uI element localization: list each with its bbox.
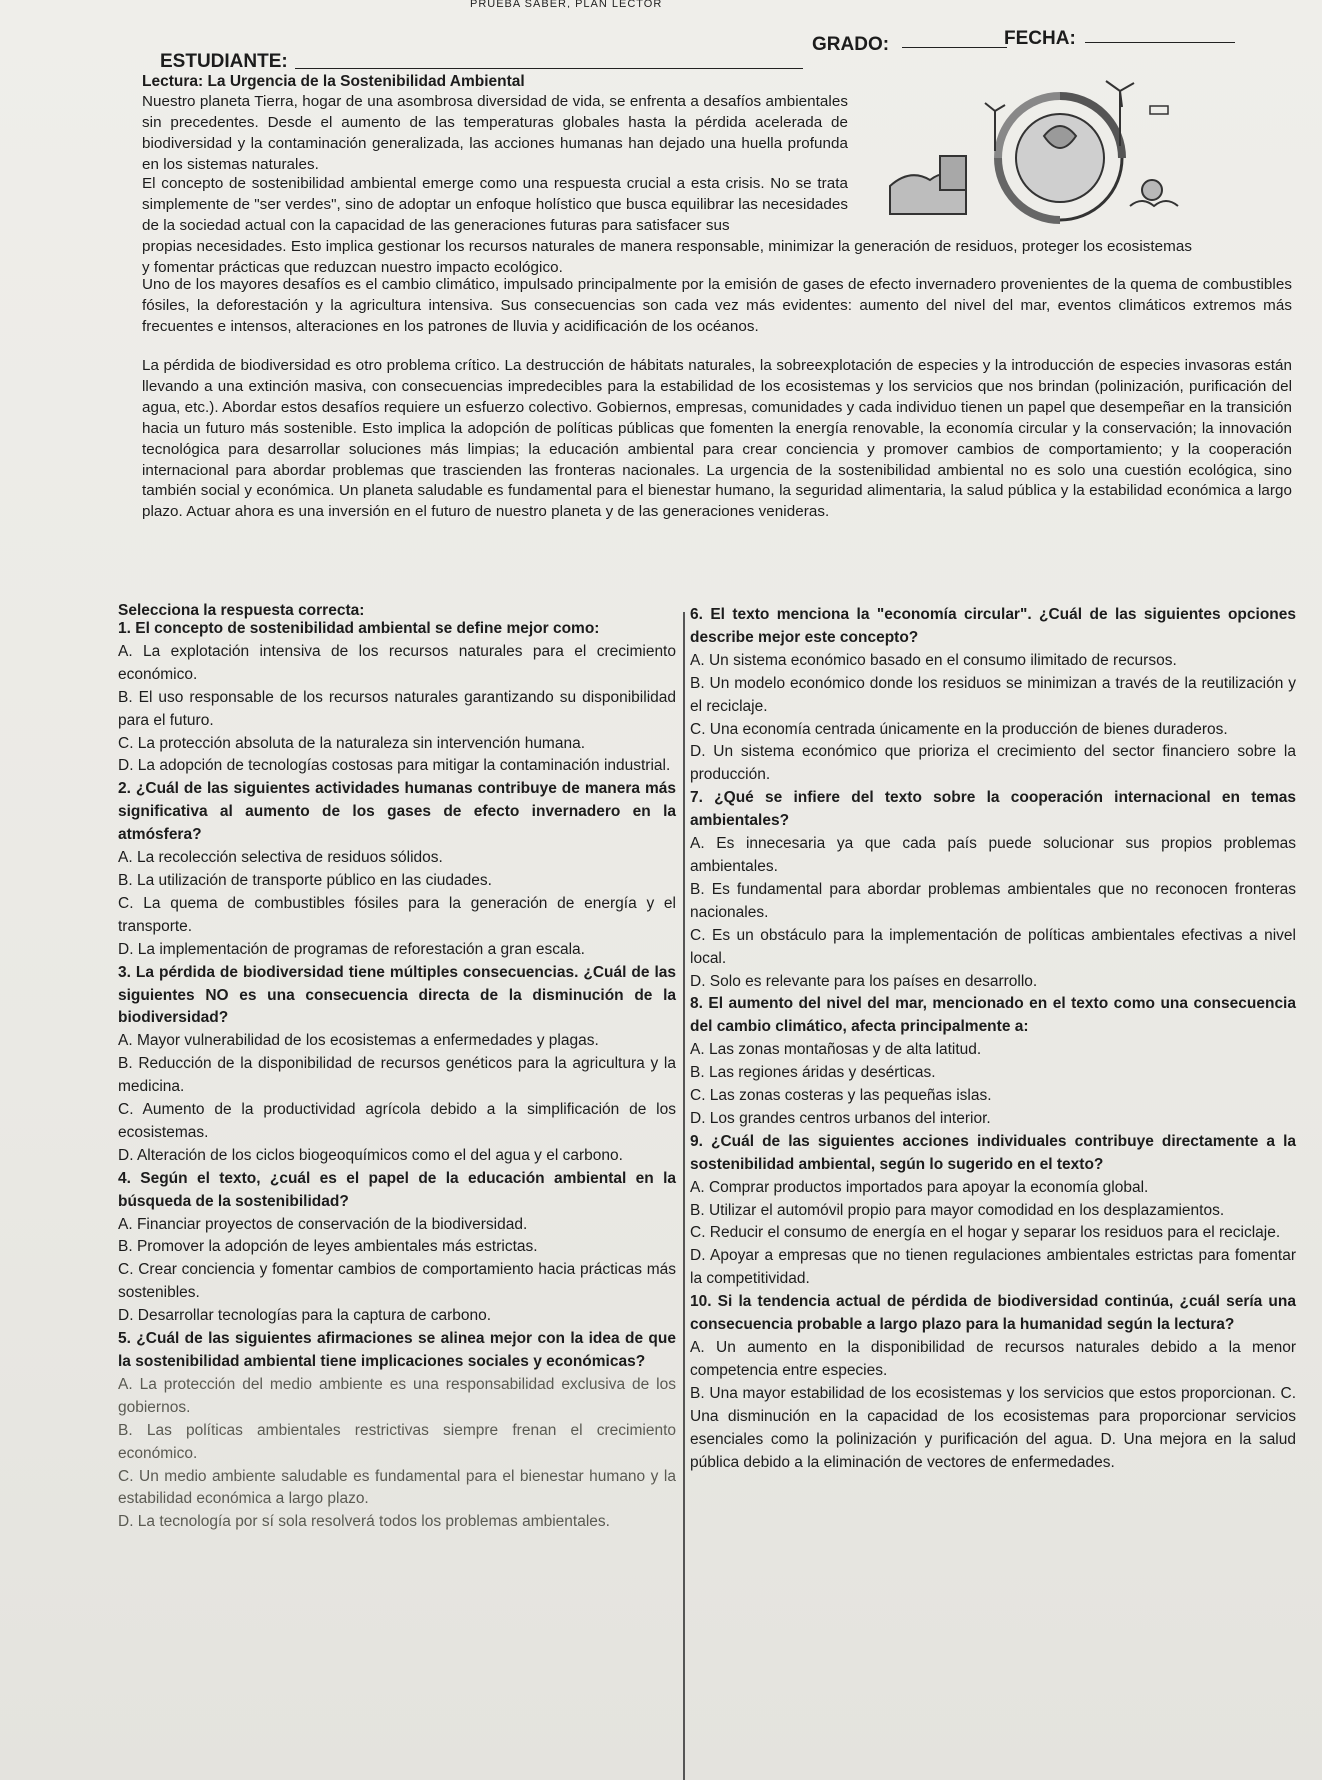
option-a[interactable]: A. La explotación intensiva de los recursos naturales para el crecimiento económico. bbox=[118, 642, 676, 683]
question-6 bbox=[690, 604, 1296, 787]
option-a[interactable]: A. Un sistema económico basado en el consumo ilimitado de recursos. bbox=[690, 651, 1177, 669]
instructions-title: Selecciona la respuesta correcta: bbox=[118, 602, 365, 619]
question-text: 2. ¿Cuál de las siguientes actividades humanas contribuye de manera más significativa al aumento de los gases de efecto invernadero en la atmósfera? bbox=[118, 780, 676, 844]
question-8 bbox=[690, 993, 1296, 1130]
reading-paragraph-4: Uno de los mayores desafíos es el cambio climático, impulsado principalmente por la emisión de gases de efecto invernadero provenientes de la quema de combustibles fósiles, la deforestación y la agricultura intensiva. Sus consecuencias son cada vez más evidentes: aumento del nivel del mar, eventos climáticos extremos más frecuentes e intensos, alteraciones en los patrones de lluvia y acidificación de los océanos. bbox=[142, 276, 1292, 335]
option-c[interactable]: C. Una economía centrada únicamente en la producción de bienes duraderos. bbox=[690, 720, 1228, 738]
option-c[interactable]: C. Reducir el consumo de energía en el hogar y separar los residuos para el reciclaje. bbox=[690, 1224, 1281, 1242]
option-c[interactable]: C. Aumento de la productividad agrícola debido a la simplificación de los ecosistemas. bbox=[118, 1101, 676, 1141]
option-d[interactable]: D. Solo es relevante para los países en desarrollo. bbox=[690, 972, 1038, 990]
option-c[interactable]: C. Un medio ambiente saludable es fundamental para el bienestar humano y la estabilidad económica a largo plazo. bbox=[118, 1467, 676, 1508]
question-text: 10. Si la tendencia actual de pérdida de biodiversidad continúa, ¿cuál sería una consecuencia probable a largo plazo para la humanidad según la lectura? bbox=[690, 1293, 1296, 1334]
question-text: 1. El concepto de sostenibilidad ambiental se define mejor como: bbox=[118, 620, 600, 637]
option-b[interactable]: B. Un modelo económico donde los residuos se minimizan a través de la reutilización y el reciclaje. bbox=[690, 674, 1296, 715]
option-d[interactable]: D. Alteración de los ciclos biogeoquímicos como el del agua y el carbono. bbox=[118, 1146, 623, 1164]
questions-left-column bbox=[118, 618, 676, 1534]
option-d[interactable]: D. Apoyar a empresas que no tienen regulaciones ambientales estrictas para fomentar la competitividad. bbox=[690, 1247, 1296, 1288]
reading-paragraph-5: La pérdida de biodiversidad es otro problema crítico. La destrucción de hábitats naturales, la sobreexplotación de especies y la introducción de especies invasoras están llevando a una extinción masiva, con consecuencias impredecibles para la estabilidad de los ecosistemas y los servicios que nos brindan (polinización, purificación del agua, etc.). Abordar estos desafíos requiere un esfuerzo colectivo. Gobiernos, empresas, comunidades y cada individuo tienen un papel que desempeñar en la transición hacia un futuro más sostenible. Esto implica la adopción de políticas públicas que fomenten la energía renovable, la economía circular y la conservación; la innovación tecnológica para desarrollar soluciones más limpias; la educación ambiental para crear conciencia y promover cambios de comportamiento; y la cooperación internacional para abordar problemas que trascienden las fronteras nacionales. La urgencia de la sostenibilidad ambiental no es solo una cuestión ecológica, sino también social y económica. Un planeta saludable es fundamental para el bienestar humano, la seguridad alimentaria, la salud pública y la estabilidad económica a largo plazo. Actuar ahora es una inversión en el futuro de nuestro planeta y de las generaciones venideras. bbox=[142, 357, 1292, 521]
question-3 bbox=[118, 962, 676, 1168]
option-c[interactable]: C. La quema de combustibles fósiles para la generación de energía y el transporte. bbox=[118, 894, 676, 935]
option-d[interactable]: D. La implementación de programas de reforestación a gran escala. bbox=[118, 940, 585, 958]
question-2 bbox=[118, 778, 676, 961]
grade-line[interactable] bbox=[902, 33, 1007, 48]
option-a[interactable]: A. Un aumento en la disponibilidad de recursos naturales debido a la menor competencia entre especies. bbox=[690, 1339, 1296, 1379]
option-a[interactable]: A. Es innecesaria ya que cada país puede solucionar sus propios problemas ambientales. bbox=[690, 835, 1296, 875]
question-text: 7. ¿Qué se infiere del texto sobre la cooperación internacional en temas ambientales? bbox=[690, 789, 1296, 830]
question-10 bbox=[690, 1291, 1296, 1474]
option-b[interactable]: B. Reducción de la disponibilidad de recursos genéticos para la agricultura y la medicina. bbox=[118, 1055, 676, 1096]
question-4 bbox=[118, 1168, 676, 1328]
option-c[interactable]: C. La protección absoluta de la naturaleza sin intervención humana. bbox=[118, 734, 586, 752]
option-b[interactable]: B. Promover la adopción de leyes ambientales más estrictas. bbox=[118, 1238, 538, 1256]
question-text: 8. El aumento del nivel del mar, mencionado en el texto como una consecuencia del cambio climático, afecta principalmente a: bbox=[690, 995, 1296, 1036]
option-b-c-d[interactable]: B. Una mayor estabilidad de los ecosistemas y los servicios que estos proporcionan. C. Una disminución en la capacidad de los ecosistemas para proporcionar servicios esenciales como la polinización y purificación del agua. D. Una mejora en la salud pública debido a la eliminación de vectores de enfermedades. bbox=[690, 1384, 1296, 1471]
option-d[interactable]: D. La adopción de tecnologías costosas para mitigar la contaminación industrial. bbox=[118, 757, 671, 775]
option-a[interactable]: A. Financiar proyectos de conservación de la biodiversidad. bbox=[118, 1215, 528, 1233]
question-text: 4. Según el texto, ¿cuál es el papel de la educación ambiental en la búsqueda de la sostenibilidad? bbox=[118, 1169, 676, 1210]
column-divider bbox=[683, 612, 685, 1780]
question-text: 9. ¿Cuál de las siguientes acciones individuales contribuye directamente a la sostenibilidad ambiental, según lo sugerido en el texto? bbox=[690, 1132, 1296, 1173]
grade-label: GRADO: bbox=[812, 34, 890, 55]
question-text: 3. La pérdida de biodiversidad tiene múltiples consecuencias. ¿Cuál de las siguientes NO es una consecuencia directa de la disminución de la biodiversidad? bbox=[118, 963, 676, 1027]
option-a[interactable]: A. Las zonas montañosas y de alta latitud. bbox=[690, 1041, 982, 1059]
student-name-line[interactable] bbox=[295, 50, 803, 69]
option-a[interactable]: A. Mayor vulnerabilidad de los ecosistemas a enfermedades y plagas. bbox=[118, 1032, 599, 1050]
sustainability-illustration bbox=[880, 66, 1190, 241]
reading-paragraph-2: El concepto de sostenibilidad ambiental emerge como una respuesta crucial a esta crisis. No se trata simplemente de "ser verdes", sino de adoptar un enfoque holístico que busca equilibrar las necesidades de la sociedad actual con la capacidad de las generaciones futuras para satisfacer sus bbox=[142, 175, 848, 234]
option-c[interactable]: C. Crear conciencia y fomentar cambios de comportamiento hacia prácticas más sostenibles. bbox=[118, 1261, 676, 1302]
questions-right-column bbox=[690, 604, 1296, 1474]
reading-paragraph-3: propias necesidades. Esto implica gestionar los recursos naturales de manera responsable, minimizar la generación de residuos, proteger los ecosistemas y fomentar prácticas que reduzcan nuestro impacto ecológico. bbox=[142, 238, 1192, 276]
date-line[interactable] bbox=[1085, 26, 1235, 43]
top-strip-text: PRUEBA SABER, PLAN LECTOR bbox=[470, 0, 663, 8]
student-label: ESTUDIANTE: bbox=[160, 51, 288, 72]
option-b[interactable]: B. Las regiones áridas y desérticas. bbox=[690, 1064, 936, 1082]
question-7 bbox=[690, 787, 1296, 993]
reading-title: Lectura: La Urgencia de la Sostenibilidad Ambiental bbox=[142, 73, 525, 90]
question-5 bbox=[118, 1328, 676, 1534]
question-9 bbox=[690, 1131, 1296, 1291]
option-b[interactable]: B. El uso responsable de los recursos naturales garantizando su disponibilidad para el futuro. bbox=[118, 688, 676, 729]
option-a[interactable]: A. La protección del medio ambiente es una responsabilidad exclusiva de los gobiernos. bbox=[118, 1375, 676, 1416]
reading-paragraph-1: Nuestro planeta Tierra, hogar de una asombrosa diversidad de vida, se enfrenta a desafíos ambientales sin precedentes. Desde el aumento de las temperaturas globales hasta la pérdida acelerada de biodiversidad y la contaminación generalizada, las acciones humanas han dejado una huella profunda en los sistemas naturales. bbox=[142, 93, 848, 173]
option-b[interactable]: B. Utilizar el automóvil propio para mayor comodidad en los desplazamientos. bbox=[690, 1201, 1225, 1219]
option-c[interactable]: C. Las zonas costeras y las pequeñas islas. bbox=[690, 1087, 992, 1105]
option-d[interactable]: D. Los grandes centros urbanos del interior. bbox=[690, 1109, 991, 1127]
question-1 bbox=[118, 618, 676, 778]
option-b[interactable]: B. Las políticas ambientales restrictivas siempre frenan el crecimiento económico. bbox=[118, 1421, 676, 1462]
option-b[interactable]: B. La utilización de transporte público en las ciudades. bbox=[118, 871, 492, 889]
question-text: 5. ¿Cuál de las siguientes afirmaciones se alinea mejor con la idea de que la sostenibilidad ambiental tiene implicaciones sociales y económicas? bbox=[118, 1330, 676, 1370]
date-label: FECHA: bbox=[1004, 28, 1076, 49]
option-d[interactable]: D. Un sistema económico que prioriza el crecimiento del sector financiero sobre la producción. bbox=[690, 743, 1296, 784]
option-c[interactable]: C. Es un obstáculo para la implementación de políticas ambientales efectivas a nivel local. bbox=[690, 926, 1296, 967]
option-d[interactable]: D. La tecnología por sí sola resolverá todos los problemas ambientales. bbox=[118, 1513, 610, 1531]
option-a[interactable]: A. La recolección selectiva de residuos sólidos. bbox=[118, 849, 443, 867]
option-d[interactable]: D. Desarrollar tecnologías para la captura de carbono. bbox=[118, 1307, 492, 1325]
option-b[interactable]: B. Es fundamental para abordar problemas ambientales que no reconocen fronteras nacionales. bbox=[690, 880, 1296, 921]
option-a[interactable]: A. Comprar productos importados para apoyar la economía global. bbox=[690, 1178, 1149, 1196]
question-text: 6. El texto menciona la "economía circular". ¿Cuál de las siguientes opciones describe mejor este concepto? bbox=[690, 606, 1296, 646]
